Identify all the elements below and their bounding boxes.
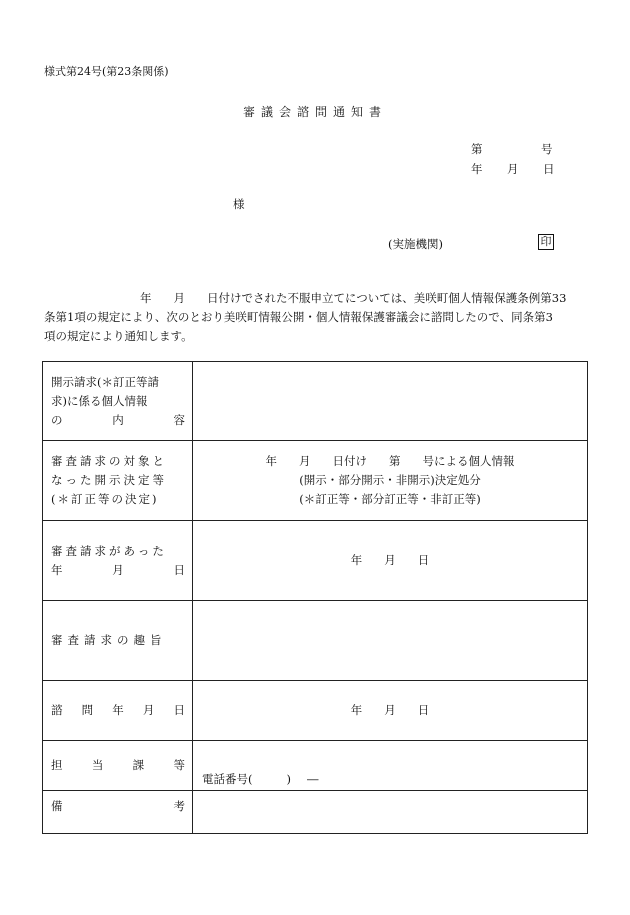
row-request-date: [43, 521, 588, 601]
label-section-char: 課: [132, 758, 145, 772]
implementing-agency-label: (実施機関): [388, 237, 443, 251]
label-purpose-text: 審査請求の趣旨: [51, 633, 167, 647]
decision-line-2: (開示・部分開示・非開示)決定処分: [299, 473, 481, 487]
value-request-date: [193, 521, 588, 601]
label-request-date-char: 年: [51, 562, 63, 577]
request-date-year: 年: [350, 553, 363, 567]
notice-body-month: 月: [173, 291, 185, 305]
label-inquiry-date-char: 日: [173, 703, 185, 717]
value-info-content[interactable]: [193, 362, 588, 441]
label-inquiry-date-char: 諮: [51, 703, 63, 717]
label-request-date-char: 日: [173, 562, 185, 577]
label-section-char: 担: [51, 758, 63, 772]
decision-dated: 日付け: [332, 454, 367, 468]
request-date-month: 月: [384, 553, 396, 567]
decision-number-rest: 号による個人情報: [422, 454, 515, 468]
phone-number-label: 電話番号(: [202, 772, 253, 786]
label-remarks: [43, 791, 193, 834]
value-remarks[interactable]: [193, 791, 588, 834]
label-request-date: [43, 521, 193, 601]
value-inquiry-date: [193, 681, 588, 741]
label-request-date-line-1: 審査請求があった: [51, 543, 167, 558]
label-decision-line-3: (＊訂正等の決定): [51, 492, 159, 506]
value-section[interactable]: [193, 741, 588, 791]
row-remarks: [43, 791, 588, 834]
addressee-suffix: 様: [233, 197, 245, 211]
label-decision-line-1: 審査請求の対象と: [51, 454, 167, 468]
label-section: [43, 741, 193, 791]
notice-body-year: 年: [140, 291, 152, 305]
issue-date-month: 月: [507, 162, 519, 176]
inquiry-date-year: 年: [350, 703, 363, 717]
label-remarks-char: 備: [51, 799, 63, 813]
label-info-content-char: 容: [173, 412, 185, 427]
row-info-content: [43, 362, 588, 441]
label-inquiry-date-char: 年: [112, 703, 124, 717]
notice-body-line-1: [44, 289, 592, 308]
row-decision: [43, 441, 588, 521]
issue-date-year: 年: [471, 162, 483, 176]
label-inquiry-date-char: 月: [142, 703, 155, 717]
notice-body: [44, 289, 592, 346]
seal-mark: 印: [538, 234, 554, 250]
label-info-content-char: 内: [112, 412, 124, 427]
decision-line-1: [193, 452, 587, 471]
inquiry-date-month: 月: [384, 703, 396, 717]
label-info-content: [43, 362, 193, 441]
label-info-content-char: の: [51, 412, 63, 427]
document-number-prefix: 第: [471, 142, 483, 156]
label-section-char: 等: [173, 758, 185, 772]
label-info-content-line-1: 開示請求(＊訂正等請: [51, 374, 159, 389]
decision-number-prefix: 第: [389, 454, 401, 468]
decision-line-3: (＊訂正等・部分訂正等・非訂正等): [299, 492, 481, 506]
label-decision-line-2: なった開示決定等: [51, 473, 167, 487]
phone-number-field: [193, 771, 587, 790]
document-title: 審議会諮問通知書: [242, 105, 387, 119]
request-date-day: 日: [417, 553, 430, 567]
value-decision: [193, 441, 588, 521]
row-purpose: [43, 601, 588, 681]
label-info-content-line-2: 求)に係る個人情報: [51, 393, 148, 408]
phone-number-close: ): [286, 772, 291, 786]
value-purpose[interactable]: [193, 601, 588, 681]
label-inquiry-date-char: 問: [81, 703, 94, 717]
decision-year: 年: [265, 454, 277, 468]
notice-body-line-1-rest: 日付けでされた不服申立てについては、美咲町個人情報保護条例第33: [207, 291, 567, 305]
inquiry-date-day: 日: [417, 703, 430, 717]
label-decision: [43, 441, 193, 521]
inquiry-details-table: [42, 361, 588, 834]
label-request-date-char: 月: [112, 562, 124, 577]
decision-month: 月: [299, 454, 311, 468]
label-inquiry-date: [43, 681, 193, 741]
notice-body-line-3: 項の規定により通知します。: [44, 329, 193, 343]
issue-date: [471, 161, 555, 177]
form-number: 様式第24号(第23条関係): [44, 65, 169, 78]
row-inquiry-date: [43, 681, 588, 741]
issue-date-day: 日: [543, 162, 555, 176]
label-remarks-char: 考: [173, 799, 185, 813]
document-number-suffix: 号: [541, 142, 553, 156]
notice-body-line-2: 条第1項の規定により、次のとおり美咲町情報公開・個人情報保護審議会に諮問したので、同条第3: [44, 310, 553, 324]
label-section-char: 当: [91, 758, 104, 772]
row-section: [43, 741, 588, 791]
label-purpose: [43, 601, 193, 681]
phone-number-dash: ―: [307, 772, 319, 786]
